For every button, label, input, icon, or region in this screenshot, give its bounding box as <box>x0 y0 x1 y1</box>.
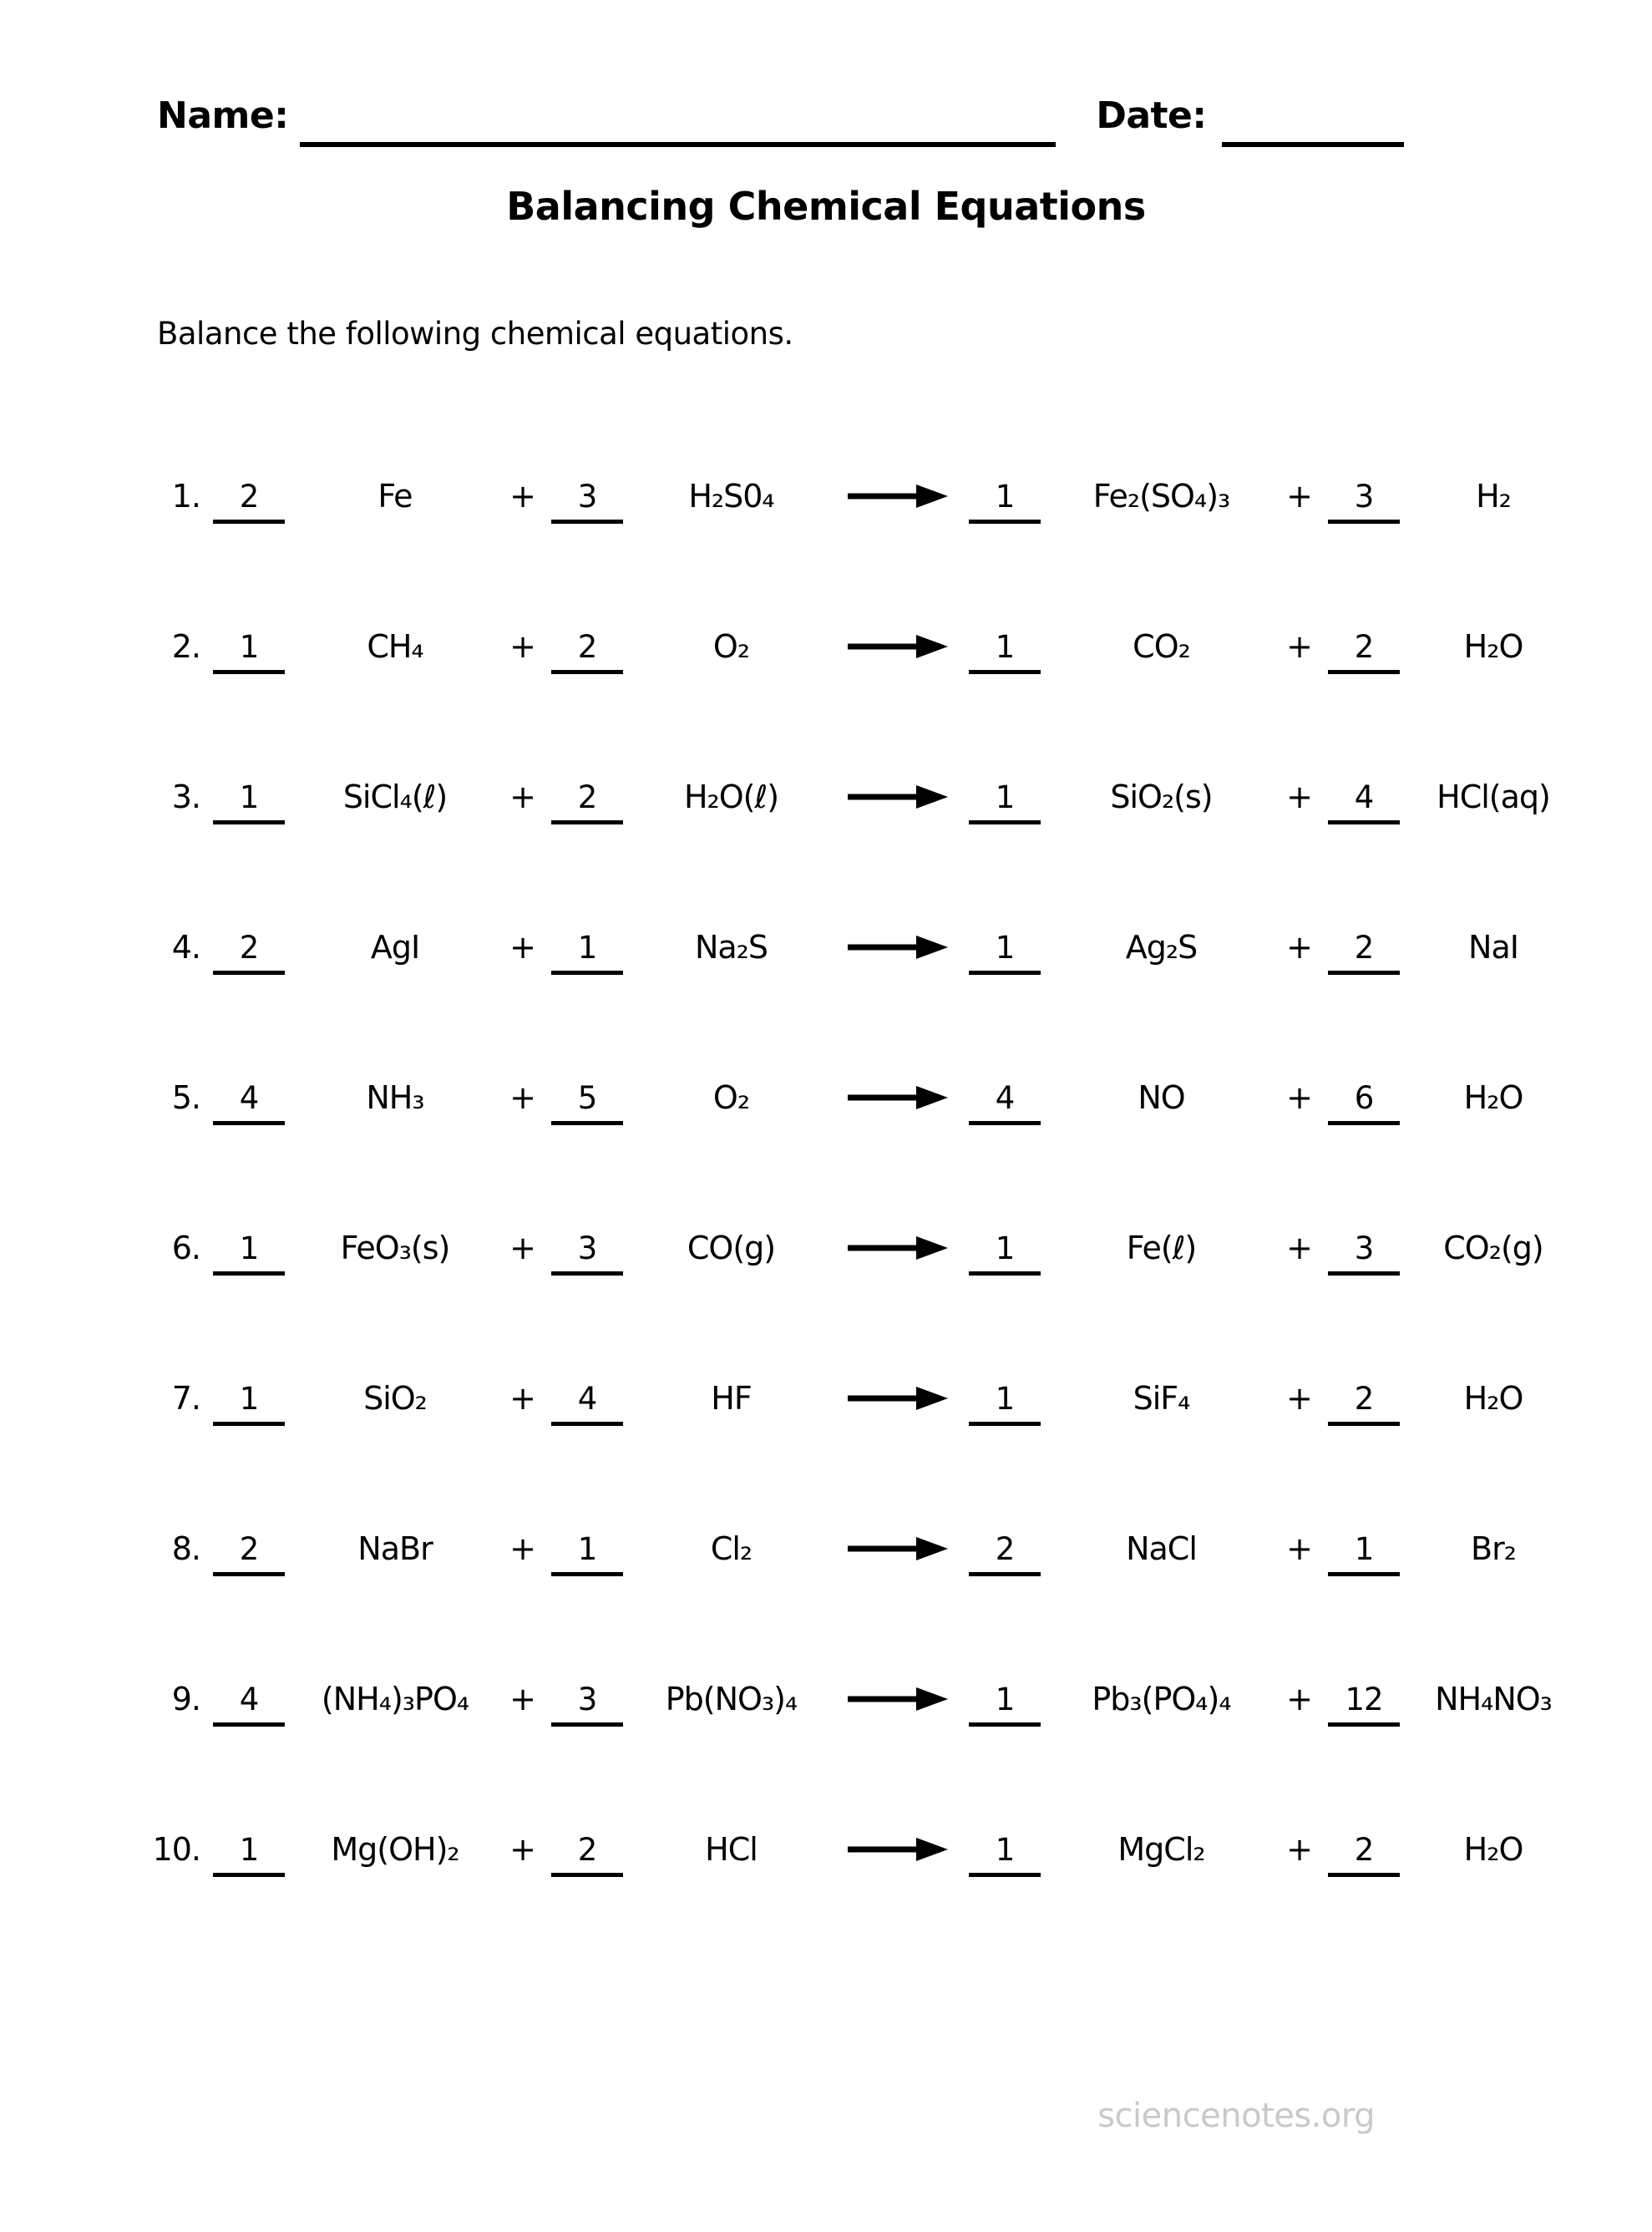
reaction-arrow-icon <box>834 627 963 666</box>
coefficient-blank <box>545 1380 629 1426</box>
coefficient-blank <box>963 1530 1046 1576</box>
reactant-formula: AgI <box>370 929 420 966</box>
product-formula: Ag₂S <box>1125 929 1198 966</box>
coefficient-value: 2 <box>1328 929 1400 975</box>
coefficient-value: 1 <box>551 929 623 975</box>
plus-sign: + <box>1286 1380 1312 1417</box>
product-formula: Pb₃(PO₄)₄ <box>1092 1681 1231 1717</box>
product-formula: Fe(ℓ) <box>1126 1230 1197 1266</box>
plus-sign: + <box>1286 1681 1312 1717</box>
equation-number: 6. <box>171 1230 200 1266</box>
coefficient-blank <box>545 1079 629 1125</box>
coefficient-value: 2 <box>1328 1831 1400 1877</box>
coefficient-value: 4 <box>551 1380 623 1426</box>
coefficient-blank <box>207 1530 291 1576</box>
coefficient-value: 3 <box>1328 1230 1400 1276</box>
equation-row <box>140 928 1652 975</box>
coefficient-blank <box>207 628 291 674</box>
coefficient-blank <box>963 1831 1046 1877</box>
plus-sign: + <box>1286 1530 1312 1567</box>
coefficient-blank <box>207 1230 291 1276</box>
reaction-arrow-icon <box>834 928 963 966</box>
product-formula: H₂ <box>1476 478 1511 515</box>
reaction-arrow-icon <box>834 1830 963 1869</box>
coefficient-value: 1 <box>213 779 285 824</box>
coefficient-blank <box>545 1230 629 1276</box>
reactant-formula: Mg(OH)₂ <box>331 1831 459 1868</box>
plus-sign: + <box>1286 1230 1312 1266</box>
header <box>157 94 1527 137</box>
reaction-arrow-icon <box>834 1529 963 1568</box>
equation-number: 2. <box>171 628 200 665</box>
footer-credit: sciencenotes.org <box>1097 2097 1375 2135</box>
product-formula: NO <box>1138 1079 1185 1116</box>
coefficient-blank <box>545 779 629 824</box>
page-title: Balancing Chemical Equations <box>506 184 1146 229</box>
reactant-formula: CO(g) <box>687 1230 776 1266</box>
product-formula: MgCl₂ <box>1117 1831 1205 1868</box>
coefficient-value: 1 <box>969 1831 1041 1877</box>
coefficient-value: 2 <box>213 929 285 975</box>
product-formula: H₂O <box>1463 1380 1523 1417</box>
coefficient-value: 12 <box>1328 1681 1400 1727</box>
coefficient-value: 4 <box>1328 779 1400 824</box>
coefficient-blank <box>963 1380 1046 1426</box>
coefficient-blank <box>1322 478 1406 524</box>
plus-sign: + <box>1286 628 1312 665</box>
equation-number: 3. <box>171 779 200 815</box>
coefficient-blank <box>545 478 629 524</box>
coefficient-value: 2 <box>213 1530 285 1576</box>
coefficient-blank <box>963 929 1046 975</box>
equation-row <box>140 1529 1652 1576</box>
coefficient-value: 1 <box>969 1230 1041 1276</box>
coefficient-value: 1 <box>969 929 1041 975</box>
worksheet-page <box>0 94 1652 2232</box>
coefficient-value: 1 <box>213 1831 285 1877</box>
reactant-formula: (NH₄)₃PO₄ <box>321 1681 469 1717</box>
coefficient-value: 4 <box>213 1681 285 1727</box>
coefficient-value: 1 <box>213 1380 285 1426</box>
coefficient-blank <box>1322 1831 1406 1877</box>
equation-row <box>140 477 1652 524</box>
date-blank-line <box>1222 104 1404 147</box>
reaction-arrow-icon <box>834 1379 963 1418</box>
reactant-formula: Cl₂ <box>710 1530 753 1567</box>
name-blank-line <box>300 104 1056 147</box>
coefficient-blank <box>1322 1380 1406 1426</box>
plus-sign: + <box>509 1681 535 1717</box>
equation-row <box>140 1830 1652 1877</box>
plus-sign: + <box>1286 478 1312 515</box>
coefficient-blank <box>207 1380 291 1426</box>
plus-sign: + <box>1286 1831 1312 1868</box>
coefficient-value: 1 <box>1328 1530 1400 1576</box>
reactant-formula: Fe <box>378 478 413 515</box>
equation-number: 10. <box>152 1831 200 1868</box>
equation-number: 5. <box>171 1079 200 1116</box>
coefficient-value: 2 <box>1328 628 1400 674</box>
plus-sign: + <box>509 1831 535 1868</box>
coefficient-value: 3 <box>551 1681 623 1727</box>
plus-sign: + <box>1286 779 1312 815</box>
plus-sign: + <box>509 628 535 665</box>
coefficient-value: 2 <box>551 628 623 674</box>
coefficient-blank <box>207 779 291 824</box>
product-formula: Fe₂(SO₄)₃ <box>1092 478 1230 515</box>
reactant-formula: NH₃ <box>366 1079 424 1116</box>
equation-row <box>140 1680 1652 1727</box>
reaction-arrow-icon <box>834 477 963 515</box>
product-formula: HCl(aq) <box>1437 779 1550 815</box>
plus-sign: + <box>509 1230 535 1266</box>
reactant-formula: H₂O(ℓ) <box>683 779 779 815</box>
product-formula: H₂O <box>1463 1079 1523 1116</box>
coefficient-value: 2 <box>551 779 623 824</box>
equation-row <box>140 1379 1652 1426</box>
coefficient-blank <box>963 478 1046 524</box>
coefficient-blank <box>207 1079 291 1125</box>
product-formula: NH₄NO₃ <box>1435 1681 1552 1717</box>
plus-sign: + <box>509 1380 535 1417</box>
reaction-arrow-icon <box>834 778 963 816</box>
coefficient-blank <box>963 628 1046 674</box>
product-formula: CO₂(g) <box>1443 1230 1543 1266</box>
coefficient-value: 2 <box>213 478 285 524</box>
plus-sign: + <box>509 779 535 815</box>
coefficient-blank <box>545 1831 629 1877</box>
coefficient-blank <box>545 929 629 975</box>
name-label: Name: <box>157 94 289 137</box>
reactant-formula: SiO₂ <box>363 1380 427 1417</box>
equation-row <box>140 778 1652 824</box>
coefficient-blank <box>207 1831 291 1877</box>
coefficient-value: 4 <box>969 1079 1041 1125</box>
coefficient-value: 1 <box>213 628 285 674</box>
plus-sign: + <box>509 1079 535 1116</box>
coefficient-value: 1 <box>969 1380 1041 1426</box>
coefficient-value: 1 <box>213 1230 285 1276</box>
product-formula: NaI <box>1468 929 1518 966</box>
plus-sign: + <box>509 478 535 515</box>
reactant-formula: CH₄ <box>367 628 423 665</box>
coefficient-blank <box>963 1681 1046 1727</box>
plus-sign: + <box>509 1530 535 1567</box>
plus-sign: + <box>1286 1079 1312 1116</box>
coefficient-blank <box>963 1230 1046 1276</box>
coefficient-value: 3 <box>1328 478 1400 524</box>
coefficient-blank <box>545 628 629 674</box>
coefficient-blank <box>963 779 1046 824</box>
product-formula: Br₂ <box>1471 1530 1516 1567</box>
coefficient-blank <box>207 1681 291 1727</box>
reaction-arrow-icon <box>834 1680 963 1718</box>
coefficient-blank <box>545 1530 629 1576</box>
equation-number: 9. <box>171 1681 200 1717</box>
coefficient-blank <box>1322 628 1406 674</box>
coefficient-blank <box>963 1079 1046 1125</box>
plus-sign: + <box>1286 929 1312 966</box>
coefficient-value: 1 <box>969 628 1041 674</box>
reactant-formula: NaBr <box>357 1530 433 1567</box>
reaction-arrow-icon <box>834 1229 963 1267</box>
coefficient-value: 1 <box>551 1530 623 1576</box>
product-formula: SiO₂(s) <box>1110 779 1213 815</box>
equation-row <box>140 1229 1652 1276</box>
product-formula: SiF₄ <box>1133 1380 1190 1417</box>
equation-number: 4. <box>171 929 200 966</box>
coefficient-value: 2 <box>969 1530 1041 1576</box>
product-formula: NaCl <box>1126 1530 1197 1567</box>
equation-row <box>140 627 1652 674</box>
reactant-formula: FeO₃(s) <box>340 1230 450 1266</box>
coefficient-value: 1 <box>969 1681 1041 1727</box>
coefficient-value: 4 <box>213 1079 285 1125</box>
coefficient-value: 2 <box>1328 1380 1400 1426</box>
coefficient-blank <box>1322 779 1406 824</box>
coefficient-value: 1 <box>969 779 1041 824</box>
coefficient-value: 3 <box>551 1230 623 1276</box>
equation-list <box>140 477 1652 1877</box>
reactant-formula: Pb(NO₃)₄ <box>665 1681 798 1717</box>
equation-number: 7. <box>171 1380 200 1417</box>
coefficient-value: 6 <box>1328 1079 1400 1125</box>
reactant-formula: HF <box>711 1380 752 1417</box>
reactant-formula: O₂ <box>712 1079 750 1116</box>
product-formula: H₂O <box>1463 628 1523 665</box>
reactant-formula: H₂S0₄ <box>688 478 774 515</box>
coefficient-blank <box>1322 1079 1406 1125</box>
coefficient-blank <box>1322 1230 1406 1276</box>
coefficient-value: 1 <box>969 478 1041 524</box>
coefficient-value: 3 <box>551 478 623 524</box>
coefficient-blank <box>545 1681 629 1727</box>
coefficient-blank <box>1322 1681 1406 1727</box>
reaction-arrow-icon <box>834 1078 963 1117</box>
reactant-formula: Na₂S <box>694 929 768 966</box>
coefficient-blank <box>207 478 291 524</box>
coefficient-blank <box>207 929 291 975</box>
reactant-formula: HCl <box>705 1831 758 1868</box>
coefficient-value: 5 <box>551 1079 623 1125</box>
reactant-formula: SiCl₄(ℓ) <box>342 779 448 815</box>
equation-number: 1. <box>171 478 200 515</box>
product-formula: H₂O <box>1463 1831 1523 1868</box>
equation-number: 8. <box>171 1530 200 1567</box>
coefficient-value: 2 <box>551 1831 623 1877</box>
coefficient-blank <box>1322 1530 1406 1576</box>
instruction-text: Balance the following chemical equations. <box>157 316 793 352</box>
product-formula: CO₂ <box>1133 628 1190 665</box>
equation-row <box>140 1078 1652 1125</box>
plus-sign: + <box>509 929 535 966</box>
date-label: Date: <box>1096 94 1207 137</box>
reactant-formula: O₂ <box>712 628 750 665</box>
coefficient-blank <box>1322 929 1406 975</box>
